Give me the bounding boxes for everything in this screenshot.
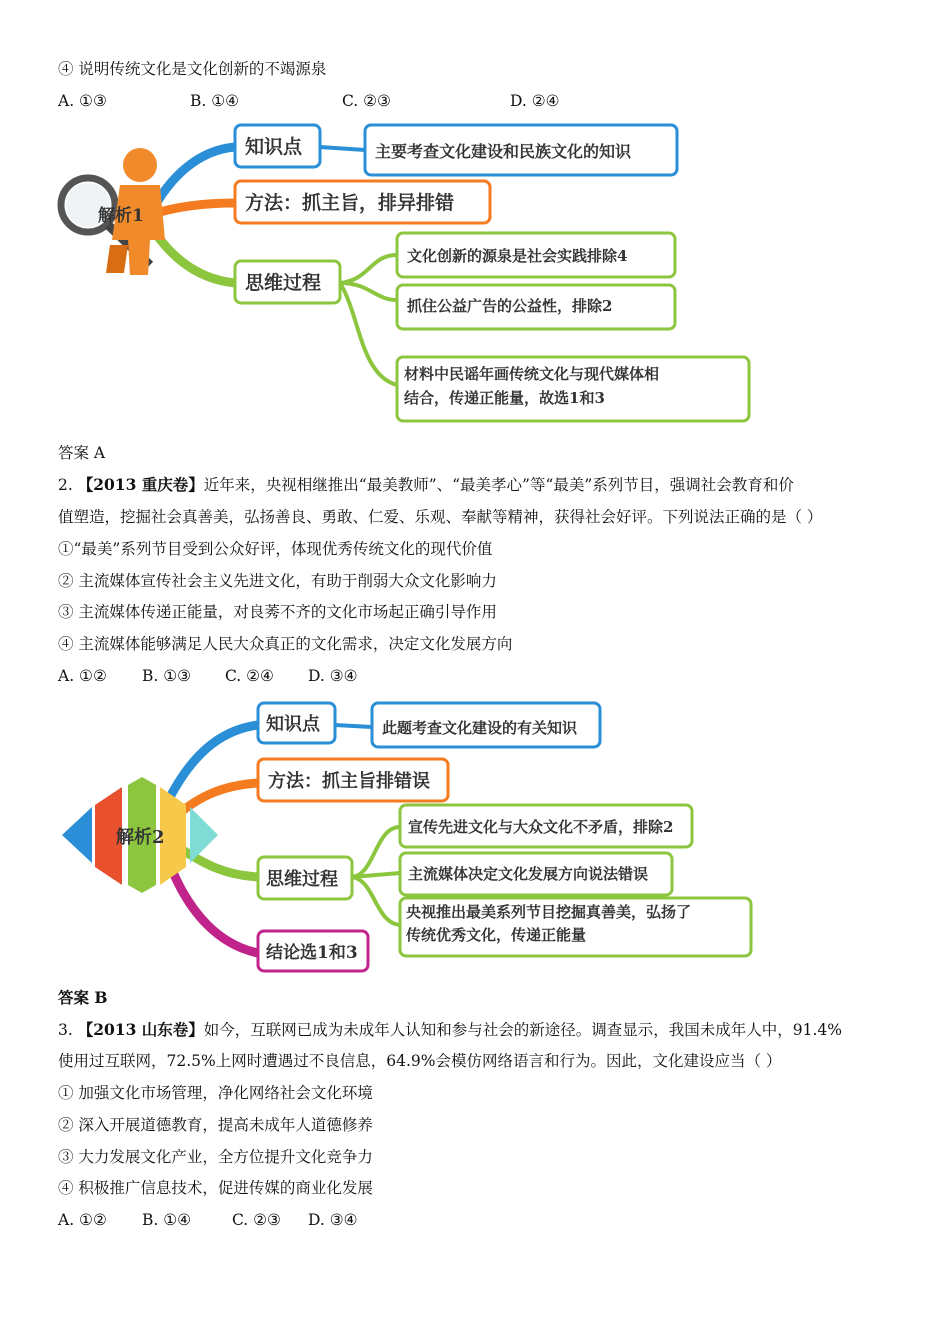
map1-step-1: 文化创新的源泉是社会实践排除4 [407, 247, 628, 265]
map1-step-3-line1: 材料中民谣年画传统文化与现代媒体相 [404, 365, 660, 383]
q2-option-c: C. ②④ [225, 667, 274, 685]
map1-step-3-line2: 结合，传递正能量，故选1和3 [404, 389, 605, 407]
map2-step-3-line2: 传统优秀文化，传递正能量 [406, 926, 587, 944]
q3-stem-line2: 使用过互联网，72.5%上网时遭遇过不良信息，64.9%会模仿网络语言和行为。因此，文化建设应当（ ） [58, 1052, 782, 1070]
q2-number: 2. [58, 476, 78, 494]
q2-option-b: B. ①③ [142, 667, 192, 685]
q2-option-d: D. ③④ [308, 667, 358, 685]
q2-item-1: ①“最美”系列节目受到公众好评，体现优秀传统文化的现代价值 [58, 540, 493, 558]
q1-item-4: ④ 说明传统文化是文化创新的不竭源泉 [58, 60, 327, 78]
map1-step-2: 抓住公益广告的公益性，排除2 [407, 297, 613, 315]
mind-map-2 [0, 695, 950, 985]
q3-item-2: ② 深入开展道德教育，提高未成年人道德修养 [58, 1116, 373, 1134]
answer-2: 答案 B [58, 988, 108, 1007]
map1-knowledge-text: 主要考查文化建设和民族文化的知识 [375, 142, 632, 161]
map2-step-2: 主流媒体决定文化发展方向说法错误 [408, 865, 649, 883]
map2-method: 方法：抓主旨排错误 [268, 771, 430, 792]
q1-option-c: C. ②③ [342, 92, 391, 110]
mind-map-1 [0, 115, 950, 435]
map1-branch-method [150, 203, 235, 215]
map2-thinking-label: 思维过程 [266, 869, 338, 890]
q2-source: 【2013 重庆卷】 [77, 475, 204, 494]
q1-option-d: D. ②④ [510, 92, 560, 110]
map2-knowledge-label: 知识点 [266, 714, 320, 735]
q2-stem-line2: 值塑造，挖掘社会真善美，弘扬善良、勇敢、仁爱、乐观、奉献等精神，获得社会好评。下列说法正确的是（ ） [58, 508, 823, 526]
map1-method: 方法：抓主旨，排异排错 [245, 192, 455, 214]
q3-option-a: A. ①② [58, 1211, 107, 1229]
q2-item-3: ③ 主流媒体传递正能量，对良莠不齐的文化市场起正确引导作用 [58, 603, 497, 621]
map2-center-label: 解析2 [116, 827, 165, 848]
map1-thinking-label: 思维过程 [245, 272, 322, 294]
map2-knowledge-text: 此题考查文化建设的有关知识 [382, 719, 578, 737]
q2-option-a: A. ①② [58, 667, 107, 685]
q3-item-1: ① 加强文化市场管理，净化网络社会文化环境 [58, 1084, 373, 1102]
q2-stem-line1 [58, 474, 794, 496]
q3-option-c: C. ②③ [232, 1211, 281, 1229]
q2-stem-text: 近年来，央视相继推出“最美教师”、“最美孝心”等“最美”系列节目，强调社会教育和价 [203, 476, 794, 494]
q2-item-2: ② 主流媒体宣传社会主义先进文化，有助于削弱大众文化影响力 [58, 572, 497, 590]
q3-source: 【2013 山东卷】 [77, 1020, 204, 1039]
q2-item-4: ④ 主流媒体能够满足人民大众真正的文化需求，决定文化发展方向 [58, 635, 513, 653]
q3-item-3: ③ 大力发展文化产业，全方位提升文化竞争力 [58, 1148, 373, 1166]
map1-knowledge-label: 知识点 [245, 136, 303, 158]
q1-option-b: B. ①④ [190, 92, 240, 110]
map2-conclusion: 结论选1和3 [266, 943, 358, 963]
q3-stem-line1 [58, 1019, 842, 1041]
q3-option-d: D. ③④ [308, 1211, 358, 1229]
q1-option-a: A. ①③ [58, 92, 107, 110]
q3-stem-text: 如今，互联网已成为未成年人认知和参与社会的新途径。调查显示，我国未成年人中，91.4% [203, 1021, 843, 1039]
map2-step-3-line1: 央视推出最美系列节目挖掘真善美，弘扬了 [406, 903, 692, 921]
q3-item-4: ④ 积极推广信息技术，促进传媒的商业化发展 [58, 1179, 373, 1197]
map2-branch-thinking [175, 845, 258, 877]
map1-center-label: 解析1 [98, 206, 144, 226]
map2-step-1: 宣传先进文化与大众文化不矛盾，排除2 [408, 818, 674, 836]
q3-option-b: B. ①④ [142, 1211, 192, 1229]
map2-branch-method [175, 783, 258, 817]
q3-number: 3. [58, 1021, 78, 1039]
answer-1: 答案 A [58, 444, 106, 462]
